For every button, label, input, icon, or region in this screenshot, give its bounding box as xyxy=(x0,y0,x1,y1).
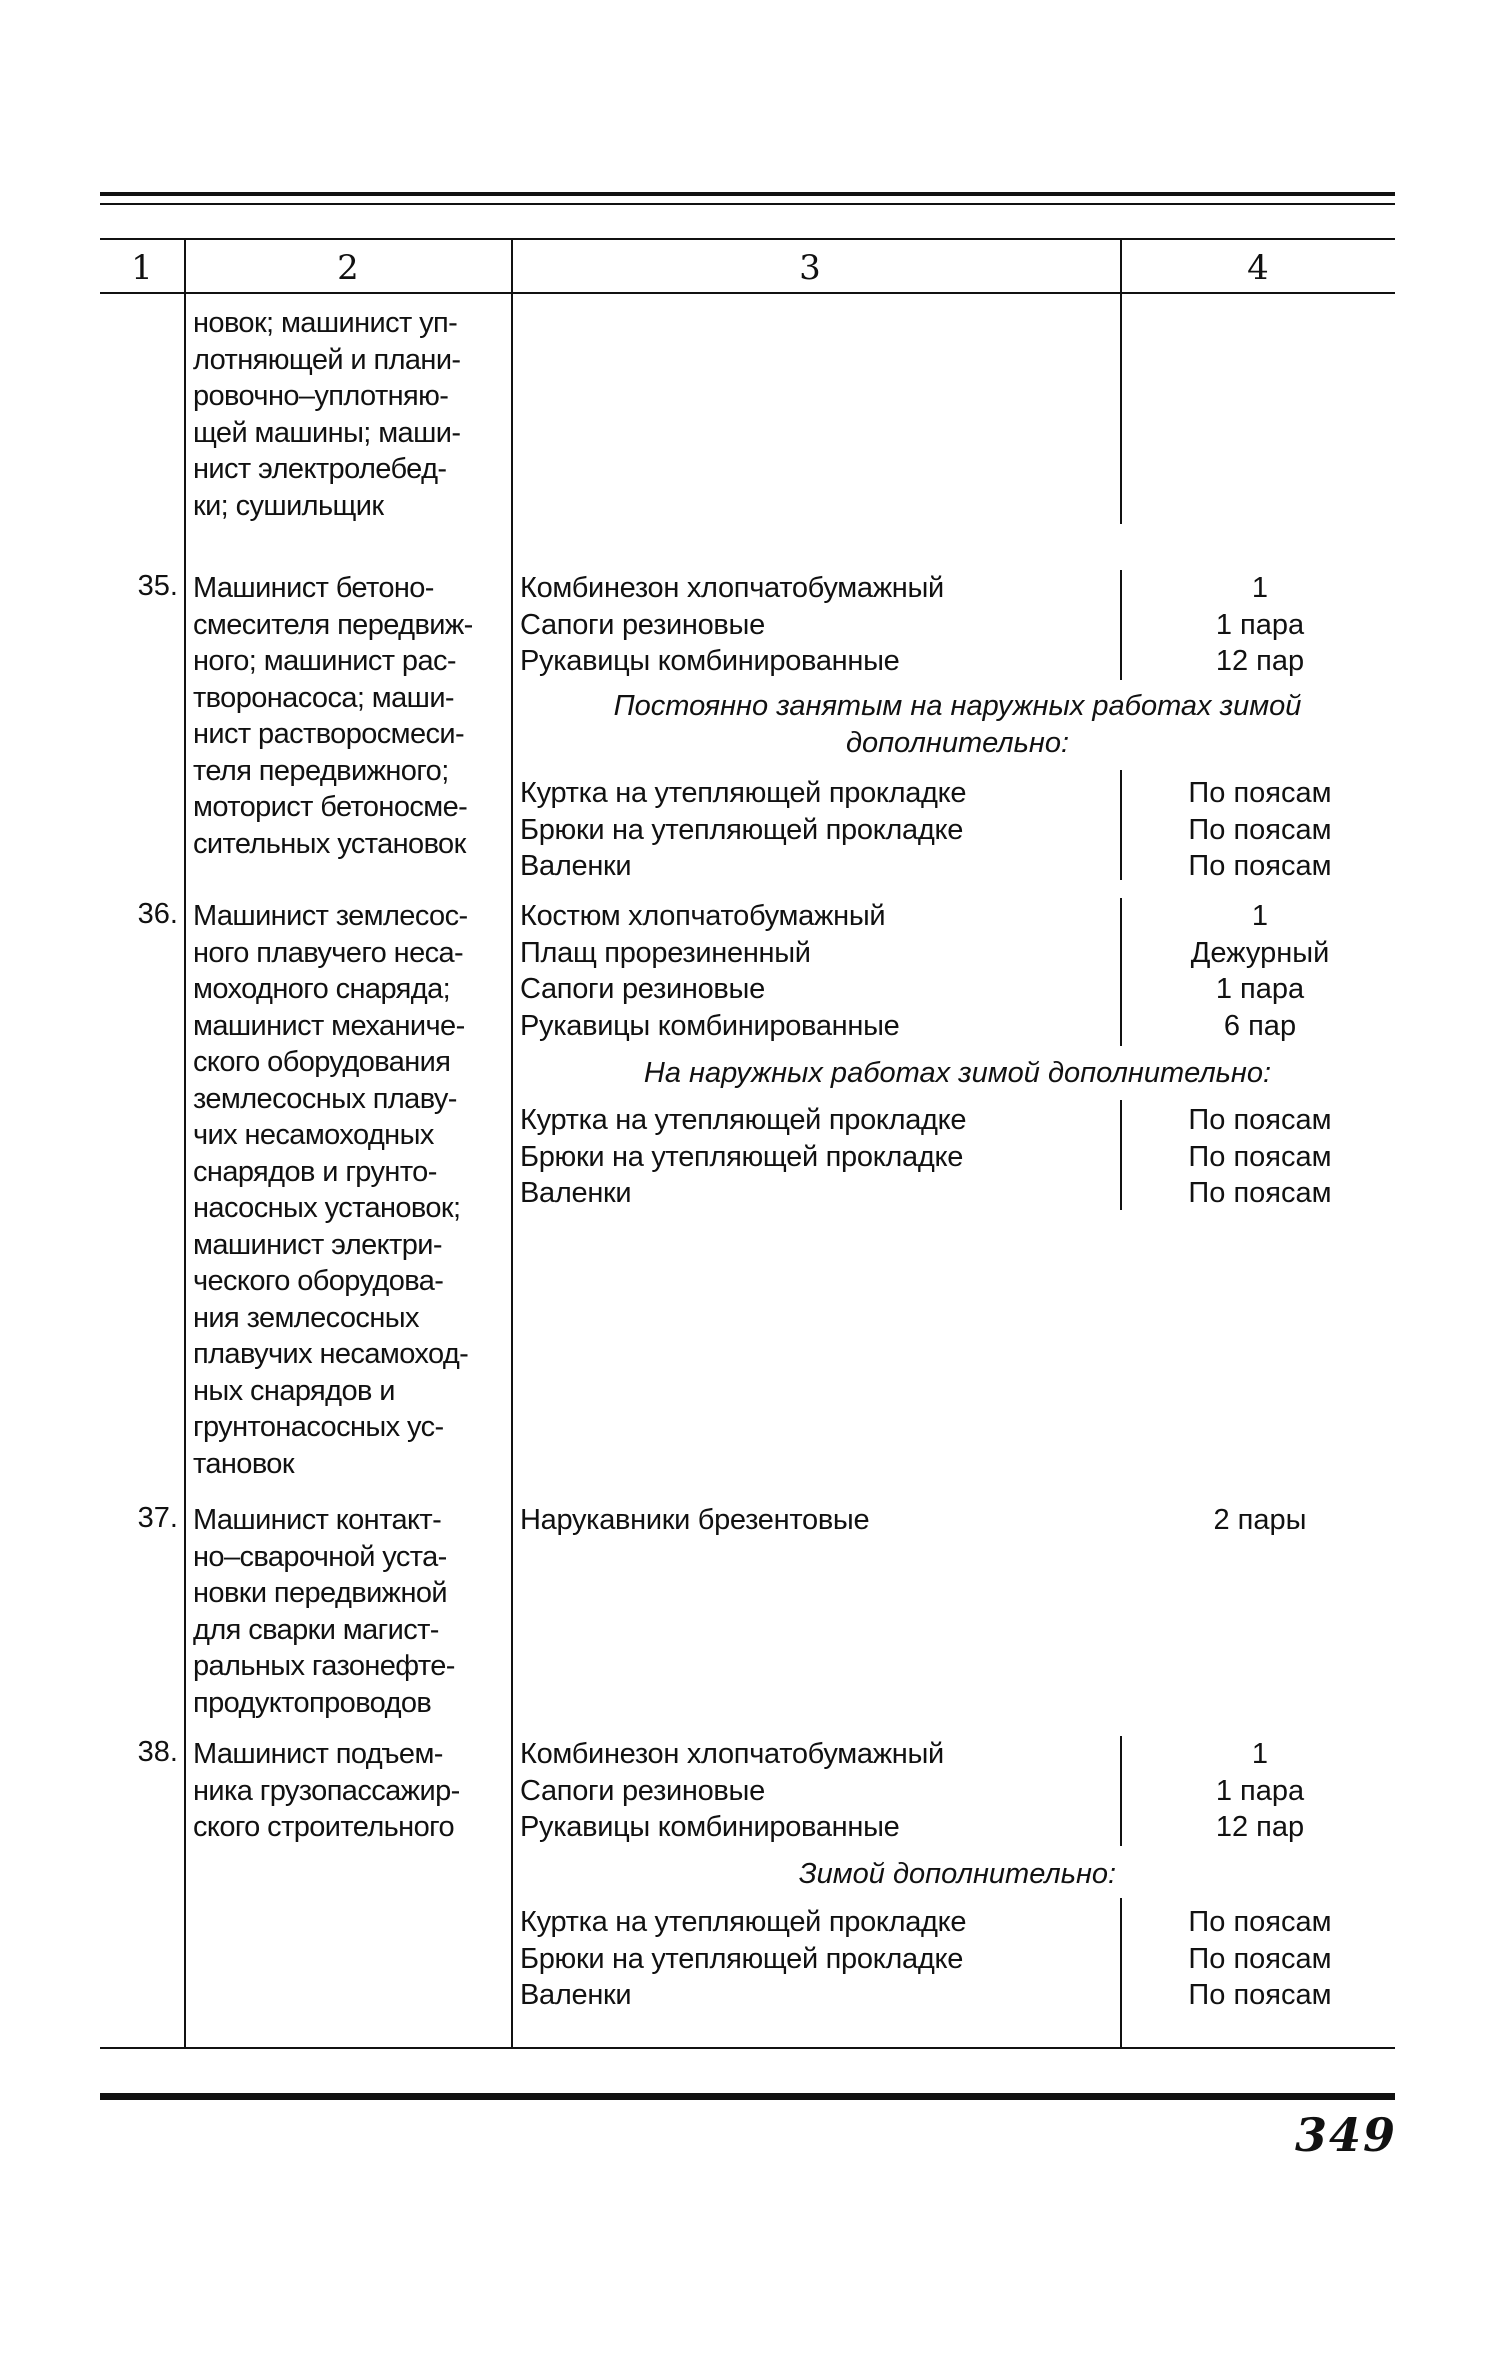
row-36-note xyxy=(515,1055,1400,1092)
item-qty: По поясам xyxy=(1188,1104,1332,1136)
note-line: На наружных работах зимой дополнительно: xyxy=(643,1057,1272,1089)
column-divider-3-4 xyxy=(1120,1898,1122,2048)
column-divider-3-4 xyxy=(1120,570,1122,680)
row-36-quantities xyxy=(1130,898,1390,1044)
profession-line: сительных установок xyxy=(193,827,466,860)
row-number: 35. xyxy=(137,570,178,602)
row-38-items xyxy=(520,1736,1120,1846)
column-divider-3-4-header xyxy=(1120,238,1122,294)
item-name: Куртка на утепляющей прокладке xyxy=(520,777,967,809)
item-name: Сапоги резиновые xyxy=(520,1774,765,1807)
row-number: 38. xyxy=(137,1736,178,1768)
profession-line: чих несамоходных xyxy=(193,1119,434,1151)
item-qty: По поясам xyxy=(1188,1979,1332,2011)
profession-line: ровочно–уплотняю- xyxy=(193,380,449,412)
item-name: Куртка на утепляющей прокладке xyxy=(520,1104,967,1136)
table-header-bottom-border xyxy=(100,292,1395,294)
top-rule-thick xyxy=(100,192,1395,196)
item-qty: По поясам xyxy=(1188,1942,1332,1975)
item-name: Валенки xyxy=(520,850,632,882)
item-name: Комбинезон хлопчатобумажный xyxy=(520,572,944,604)
page-number: 349 xyxy=(1294,2108,1397,2162)
row-35-items xyxy=(520,570,1120,680)
column-divider-3-4-continuation xyxy=(1120,294,1122,524)
row-35-quantities xyxy=(1130,570,1390,680)
profession-line: новки передвижной xyxy=(193,1577,448,1609)
item-qty: По поясам xyxy=(1188,850,1332,882)
profession-line: щей машины; маши- xyxy=(193,416,461,449)
column-divider-3-4 xyxy=(1120,1736,1122,1846)
row-35-extra-quantities xyxy=(1130,775,1390,885)
item-qty: 6 пар xyxy=(1223,1009,1297,1042)
item-name: Куртка на утепляющей прокладке xyxy=(520,1906,967,1938)
profession-line: продуктопроводов xyxy=(193,1686,432,1719)
profession-line: моходного снаряда; xyxy=(193,973,451,1005)
item-qty: По поясам xyxy=(1188,1177,1332,1209)
profession-line: снарядов и грунто- xyxy=(193,1155,437,1188)
profession-line: новок; машинист уп- xyxy=(193,307,458,339)
row-38-extra-items xyxy=(520,1904,1120,2014)
profession-line: для сварки магист- xyxy=(193,1613,439,1646)
item-name: Сапоги резиновые xyxy=(520,973,765,1005)
profession-line: ных снарядов и xyxy=(193,1374,395,1407)
profession-line: Машинист землесос- xyxy=(193,900,468,932)
item-name: Валенки xyxy=(520,1177,632,1209)
row-38-profession xyxy=(193,1736,513,1846)
profession-line: Машинист контакт- xyxy=(193,1504,442,1536)
profession-line: Машинист подъем- xyxy=(193,1738,443,1770)
item-qty: По поясам xyxy=(1188,1140,1332,1173)
profession-line: моторист бетоносме- xyxy=(193,791,468,823)
item-name: Брюки на утепляющей прокладке xyxy=(520,1140,964,1173)
row-35-extra-items xyxy=(520,775,1120,885)
profession-line: но–сварочной уста- xyxy=(193,1540,447,1573)
item-qty: 1 пара xyxy=(1215,608,1305,641)
note-line: дополнительно: xyxy=(845,726,1070,759)
column-divider-3-4 xyxy=(1120,770,1122,880)
profession-line: творонасоса; маши- xyxy=(193,681,454,714)
column-divider-3-4 xyxy=(1120,898,1122,1046)
note-line: Постоянно занятым на наружных работах зимой xyxy=(613,690,1302,722)
profession-line: ского оборудования xyxy=(193,1046,451,1078)
row-37-quantities xyxy=(1130,1502,1390,1539)
column-divider-3-4 xyxy=(1120,1100,1122,1210)
item-qty: По поясам xyxy=(1188,813,1332,846)
item-name: Брюки на утепляющей прокладке xyxy=(520,1942,964,1975)
bottom-rule-thick xyxy=(100,2093,1395,2100)
item-name: Рукавицы комбинированные xyxy=(520,645,900,677)
item-name: Плащ прорезиненный xyxy=(520,936,811,969)
item-name: Костюм хлопчатобумажный xyxy=(520,900,886,932)
profession-line: ческого оборудова- xyxy=(193,1265,444,1297)
profession-line: ральных газонефте- xyxy=(193,1650,455,1682)
row-number: 36. xyxy=(137,898,178,930)
item-qty: 1 пара xyxy=(1215,973,1305,1005)
item-name: Валенки xyxy=(520,1979,632,2011)
profession-line: землесосных плаву- xyxy=(193,1082,457,1115)
profession-line: насосных установок; xyxy=(193,1192,461,1224)
profession-line: грунтонасосных ус- xyxy=(193,1411,444,1443)
row-35-note xyxy=(515,688,1400,761)
row-36-extra-items xyxy=(520,1102,1120,1212)
profession-line: теля передвижного; xyxy=(193,754,449,787)
row-36-profession xyxy=(193,898,513,1482)
row-38-quantities xyxy=(1130,1736,1390,1846)
item-name: Нарукавники брезентовые xyxy=(520,1504,870,1536)
item-qty: 1 xyxy=(1251,1738,1269,1770)
item-qty: 1 xyxy=(1251,572,1269,604)
note-line: Зимой дополнительно: xyxy=(798,1858,1117,1890)
profession-line: смесителя передвиж- xyxy=(193,608,473,641)
item-qty: 2 пары xyxy=(1213,1504,1307,1536)
profession-line: плавучих несамоход- xyxy=(193,1338,469,1370)
profession-line: нист электролебед- xyxy=(193,453,447,485)
profession-line: ского строительного xyxy=(193,1811,454,1843)
column-header-2: 2 xyxy=(337,248,359,288)
row-number: 37. xyxy=(137,1502,178,1534)
column-header-1: 1 xyxy=(131,248,153,288)
column-header-3: 3 xyxy=(799,248,821,288)
row-38-note xyxy=(515,1856,1400,1893)
profession-line: машинист механиче- xyxy=(193,1009,465,1042)
profession-line: машинист электри- xyxy=(193,1228,442,1261)
table-bottom-border xyxy=(100,2047,1395,2049)
profession-line: ния землесосных xyxy=(193,1301,419,1334)
row-36-extra-quantities xyxy=(1130,1102,1390,1212)
table-header-top-border xyxy=(100,238,1395,240)
item-name: Сапоги резиновые xyxy=(520,608,765,641)
item-qty: 1 пара xyxy=(1215,1774,1305,1807)
profession-line: ного; машинист рас- xyxy=(193,645,456,677)
item-qty: 12 пар xyxy=(1215,645,1305,677)
profession-line: лотняющей и плани- xyxy=(193,343,461,376)
profession-line: нист растворосмеси- xyxy=(193,718,465,750)
item-name: Комбинезон хлопчатобумажный xyxy=(520,1738,944,1770)
item-name: Рукавицы комбинированные xyxy=(520,1811,900,1843)
profession-line: Машинист бетоно- xyxy=(193,572,434,604)
item-qty: По поясам xyxy=(1188,777,1332,809)
row-38-extra-quantities xyxy=(1130,1904,1390,2014)
profession-line: ного плавучего неса- xyxy=(193,936,464,969)
column-header-4: 4 xyxy=(1247,248,1269,288)
row-37-items xyxy=(520,1502,1120,1539)
profession-line: тановок xyxy=(193,1447,294,1480)
item-qty: По поясам xyxy=(1188,1906,1332,1938)
row-37-profession xyxy=(193,1502,513,1721)
continuation-profession-text xyxy=(193,305,513,524)
top-rule-thin xyxy=(100,203,1395,205)
item-qty: 12 пар xyxy=(1215,1811,1305,1843)
item-qty: 1 xyxy=(1251,900,1269,932)
profession-line: ки; сушильщик xyxy=(193,489,384,522)
profession-line: ника грузопассажир- xyxy=(193,1774,460,1807)
item-name: Брюки на утепляющей прокладке xyxy=(520,813,964,846)
column-divider-1-2 xyxy=(184,238,186,2048)
item-qty: Дежурный xyxy=(1190,936,1330,969)
row-36-items xyxy=(520,898,1120,1044)
row-35-profession xyxy=(193,570,513,862)
item-name: Рукавицы комбинированные xyxy=(520,1009,900,1042)
